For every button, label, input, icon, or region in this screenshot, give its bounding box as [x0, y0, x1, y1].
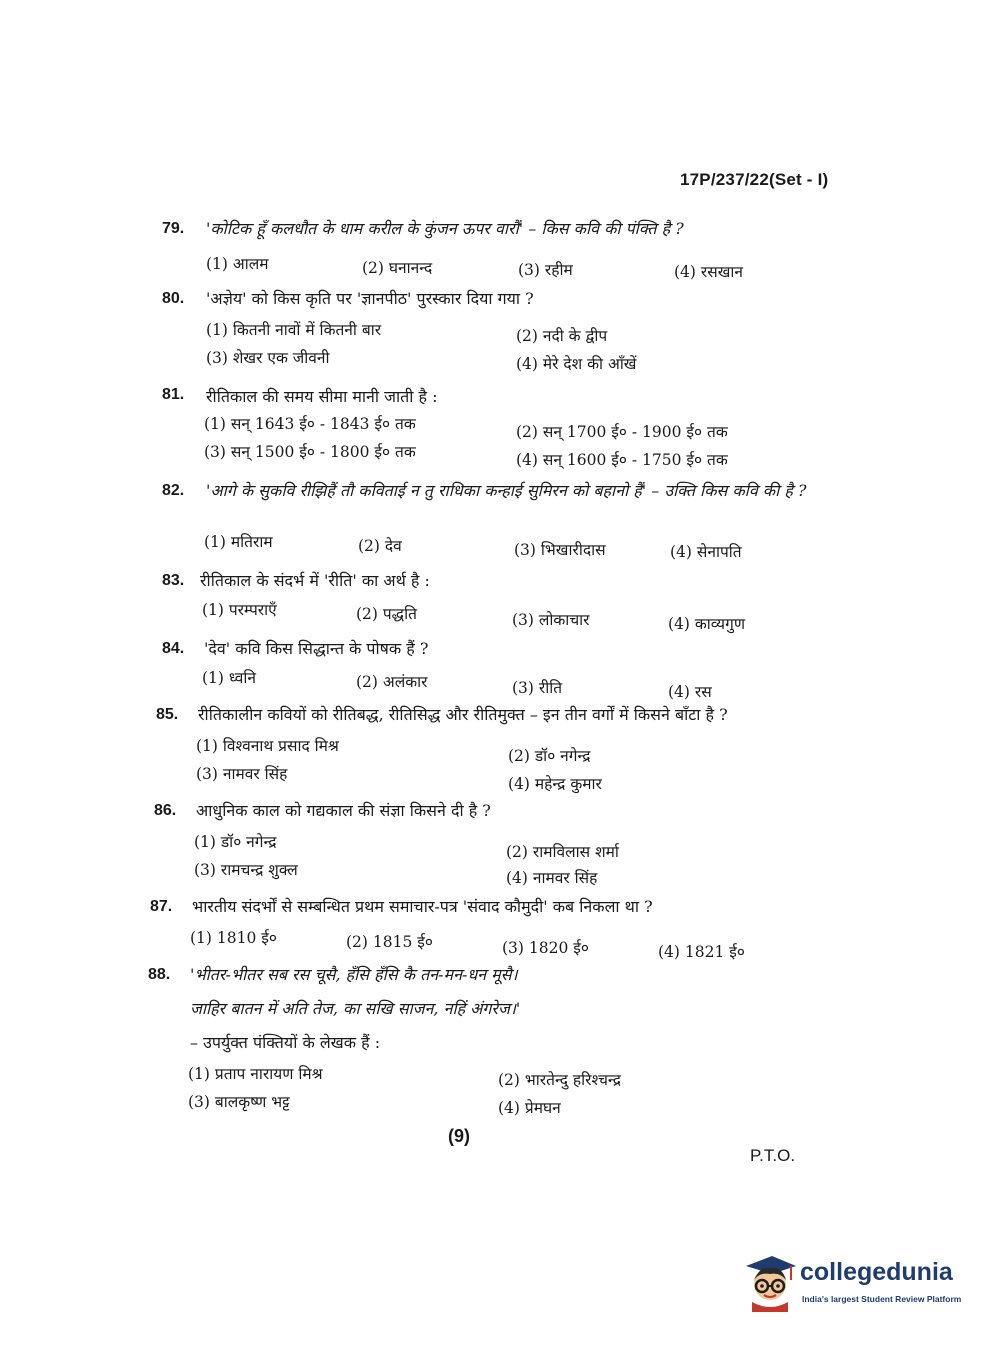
question-text: 'आगे के सुकवि रीझिहैं तौ कविताई न तु राधिका कन्हाई सुमिरन को बहानो हैं' – उक्ति किस कवि की है ? [206, 481, 807, 500]
option-4: (4) रसखान [674, 263, 743, 281]
option-2: (2) घनानन्द [362, 259, 433, 277]
question-text: रीतिकाल की समय सीमा मानी जाती है : [206, 387, 438, 406]
question-text: आधुनिक काल को गद्यकाल की संज्ञा किसने दी है ? [196, 801, 491, 820]
option-1: (1) विश्वनाथ प्रसाद मिश्र [196, 737, 339, 755]
option-1: (1) कितनी नावों में कितनी बार [206, 321, 382, 339]
option-2: (2) डॉ० नगेन्द्र [508, 747, 591, 765]
page-number: (9) [448, 1126, 470, 1146]
question-text: भारतीय संदर्भों से सम्बन्धित प्रथम समाचार-पत्र 'संवाद कौमुदी' कब निकला था ? [192, 897, 653, 916]
question-number: 86. [154, 802, 177, 819]
collegedunia-watermark [742, 1252, 982, 1322]
question-number: 87. [150, 898, 173, 915]
option-1: (1) 1810 ई० [190, 929, 277, 947]
option-4: (4) सन् 1600 ई० - 1750 ई० तक [516, 451, 728, 469]
question-number: 85. [156, 706, 179, 723]
option-4: (4) मेरे देश की आँखें [516, 355, 637, 373]
option-4: (4) महेन्द्र कुमार [508, 775, 602, 793]
option-1: (1) मतिराम [204, 533, 273, 551]
option-3: (3) 1820 ई० [502, 939, 589, 957]
option-4: (4) काव्यगुण [668, 615, 746, 633]
question-text: रीतिकाल के संदर्भ में 'रीति' का अर्थ है : [200, 571, 430, 590]
option-2: (2) पद्धति [356, 605, 417, 623]
option-2: (2) देव [358, 537, 402, 555]
question-text: रीतिकालीन कवियों को रीतिबद्ध, रीतिसिद्ध और रीतिमुक्त – इन तीन वर्गों में किसने बाँटा है ? [198, 705, 728, 724]
question-text: 'देव' कवि किस सिद्धान्त के पोषक हैं ? [204, 639, 429, 658]
question-number: 80. [162, 290, 185, 307]
option-2: (2) रामविलास शर्मा [506, 843, 619, 861]
option-1: (1) प्रताप नारायण मिश्र [188, 1065, 323, 1083]
question-text: 'कोटिक हूँ कलधौत के धाम करील के कुंजन ऊपर वारौं' – किस कवि की पंक्ति है ? [206, 219, 684, 238]
option-3: (3) भिखारीदास [514, 541, 606, 559]
option-1: (1) आलम [206, 255, 269, 273]
option-2: (2) 1815 ई० [346, 933, 433, 951]
option-4: (4) सेनापति [670, 543, 742, 561]
option-4: (4) प्रेमघन [498, 1099, 561, 1117]
option-2: (2) अलंकार [356, 673, 428, 691]
option-1: (1) डॉ० नगेन्द्र [194, 833, 277, 851]
pto-label: P.T.O. [750, 1146, 796, 1165]
option-4: (4) 1821 ई० [658, 943, 745, 961]
question-number: 79. [162, 220, 185, 237]
question-number: 84. [162, 640, 185, 657]
option-3: (3) लोकाचार [512, 611, 590, 629]
option-4: (4) रस [668, 683, 712, 701]
student-mascot-icon [742, 1252, 798, 1312]
brand-name: collegedunia [800, 1258, 953, 1286]
verse-line-2: जाहिर बातन में अति तेज, का सखि साजन, नहिं अंगरेज।' [190, 999, 521, 1018]
option-2: (2) भारतेन्दु हरिश्चन्द्र [498, 1071, 621, 1089]
option-3: (3) नामवर सिंह [196, 765, 288, 783]
option-3: (3) सन् 1500 ई० - 1800 ई० तक [204, 443, 416, 461]
option-3: (3) शेखर एक जीवनी [206, 349, 330, 367]
question-number: 88. [148, 966, 171, 983]
option-4: (4) नामवर सिंह [506, 869, 598, 887]
option-3: (3) रीति [512, 679, 563, 697]
brand-tagline: India's largest Student Review Platform [802, 1294, 962, 1304]
question-number: 82. [162, 482, 185, 499]
option-1: (1) ध्वनि [202, 669, 256, 687]
option-3: (3) रहीम [518, 261, 573, 279]
option-3: (3) रामचन्द्र शुक्ल [194, 861, 298, 879]
option-1: (1) सन् 1643 ई० - 1843 ई० तक [204, 415, 416, 433]
option-2: (2) सन् 1700 ई० - 1900 ई० तक [516, 423, 728, 441]
question-text: 'अज्ञेय' को किस कृति पर 'ज्ञानपीठ' पुरस्कार दिया गया ? [206, 289, 534, 308]
option-1: (1) परम्पराएँ [202, 601, 277, 619]
option-3: (3) बालकृष्ण भट्ट [188, 1093, 290, 1111]
paper-code: 17P/237/22(Set - I) [680, 170, 829, 189]
verse-line-1: 'भीतर-भीतर सब रस चूसै, हँसि हँसि कै तन-मन-धन मूसै। [190, 965, 518, 984]
option-2: (2) नदी के द्वीप [516, 327, 608, 345]
question-number: 81. [162, 386, 185, 403]
question-text: – उपर्युक्त पंक्तियों के लेखक हैं : [190, 1033, 381, 1052]
question-number: 83. [162, 572, 185, 589]
